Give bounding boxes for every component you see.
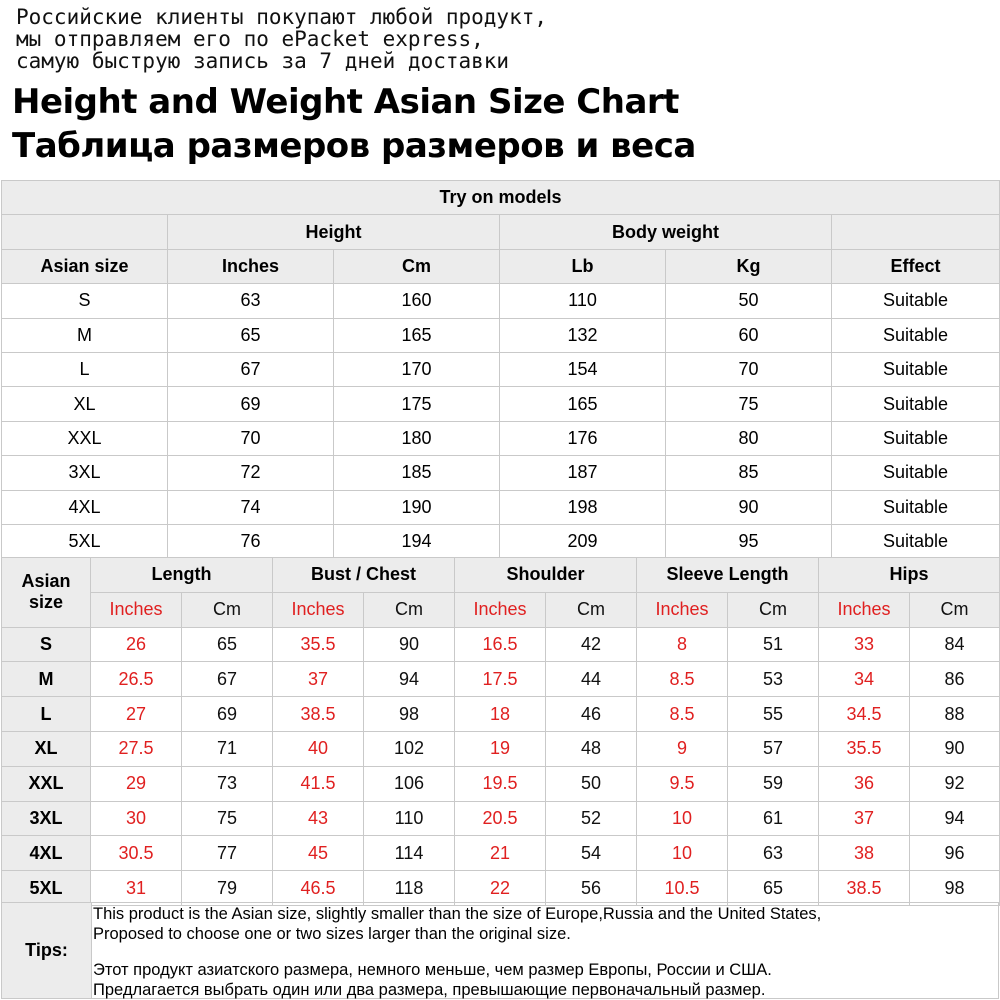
cm-cell: 86	[910, 662, 1000, 697]
table-cell: Suitable	[832, 318, 1000, 352]
table-body	[2, 284, 1000, 559]
inches-cell: 38.5	[819, 871, 910, 906]
table-cell: Suitable	[832, 352, 1000, 386]
tips-line: Proposed to choose one or two sizes larger than the original size.	[93, 925, 571, 943]
cm-cell: 69	[182, 697, 273, 732]
unit-header-cm: Cm	[546, 592, 637, 627]
size-cell: 5XL	[2, 871, 91, 906]
table-row	[2, 387, 1000, 421]
inches-cell: 21	[455, 836, 546, 871]
table-row	[2, 697, 1000, 732]
size-cell: S	[2, 284, 168, 318]
inches-cell: 35.5	[273, 627, 364, 662]
inches-cell: 34.5	[819, 697, 910, 732]
inches-cell: 40	[273, 731, 364, 766]
cm-cell: 118	[364, 871, 455, 906]
table-row	[2, 627, 1000, 662]
unit-header-inches: Inches	[91, 592, 182, 627]
inches-cell: 19.5	[455, 766, 546, 801]
group-header-height: Height	[168, 215, 500, 249]
inches-cell: 38.5	[273, 697, 364, 732]
column-header: Asian size	[2, 249, 168, 283]
asian-size-header	[2, 558, 91, 628]
inches-cell: 27.5	[91, 731, 182, 766]
group-header-length: Length	[91, 558, 273, 593]
table-cell: 69	[168, 387, 334, 421]
table-cell: 190	[334, 490, 500, 524]
tips-line: This product is the Asian size, slightly smaller than the size of Europe,Russia and the United States,	[93, 905, 822, 923]
inches-cell: 10.5	[637, 871, 728, 906]
unit-header-cm: Cm	[182, 592, 273, 627]
inches-cell: 37	[273, 662, 364, 697]
cm-cell: 42	[546, 627, 637, 662]
inches-cell: 33	[819, 627, 910, 662]
table-cell: 75	[666, 387, 832, 421]
tips-line: Предлагается выбрать один или два размера, превышающие первоначальный размер.	[93, 981, 766, 999]
cm-cell: 65	[728, 871, 819, 906]
inches-cell: 38	[819, 836, 910, 871]
table-cell: 176	[500, 421, 666, 455]
inches-cell: 17.5	[455, 662, 546, 697]
inches-cell: 26	[91, 627, 182, 662]
table-cell: 198	[500, 490, 666, 524]
inches-cell: 37	[819, 801, 910, 836]
size-cell: XL	[2, 731, 91, 766]
cm-cell: 53	[728, 662, 819, 697]
size-cell: M	[2, 318, 168, 352]
cm-cell: 71	[182, 731, 273, 766]
unit-header-inches: Inches	[637, 592, 728, 627]
inches-cell: 9	[637, 731, 728, 766]
table-cell: 65	[168, 318, 334, 352]
table-cell: 132	[500, 318, 666, 352]
inches-cell: 22	[455, 871, 546, 906]
size-cell: 4XL	[2, 836, 91, 871]
size-cell: XXL	[2, 766, 91, 801]
cm-cell: 75	[182, 801, 273, 836]
inches-cell: 30.5	[91, 836, 182, 871]
inches-cell: 36	[819, 766, 910, 801]
table-row	[2, 801, 1000, 836]
intro-line: Российские клиенты покупают любой продукт,	[16, 5, 548, 29]
inches-cell: 26.5	[91, 662, 182, 697]
cm-cell: 73	[182, 766, 273, 801]
inches-cell: 8	[637, 627, 728, 662]
table-row	[2, 456, 1000, 490]
table-body	[2, 627, 1000, 905]
table-cell: Suitable	[832, 456, 1000, 490]
table-cell: 80	[666, 421, 832, 455]
column-header: Inches	[168, 249, 334, 283]
inches-cell: 10	[637, 801, 728, 836]
cm-cell: 63	[728, 836, 819, 871]
column-header: Cm	[334, 249, 500, 283]
cm-cell: 77	[182, 836, 273, 871]
table-cell: 185	[334, 456, 500, 490]
table-cell: 70	[666, 352, 832, 386]
size-cell: M	[2, 662, 91, 697]
table-cell: 95	[666, 524, 832, 558]
table-cell: Suitable	[832, 524, 1000, 558]
table-cell: Suitable	[832, 284, 1000, 318]
table-cell: 67	[168, 352, 334, 386]
intro-line: самую быструю запись за 7 дней доставки	[16, 49, 510, 73]
size-cell: XXL	[2, 421, 168, 455]
header-blank	[2, 215, 168, 249]
intro-text	[16, 6, 547, 72]
asian-size-header-line: size	[28, 592, 64, 613]
cm-cell: 67	[182, 662, 273, 697]
table-row	[2, 352, 1000, 386]
table-cell: 175	[334, 387, 500, 421]
cm-cell: 98	[364, 697, 455, 732]
inches-cell: 43	[273, 801, 364, 836]
table-cell: 60	[666, 318, 832, 352]
cm-cell: 88	[910, 697, 1000, 732]
table-cell: 110	[500, 284, 666, 318]
table-cell: 70	[168, 421, 334, 455]
cm-cell: 110	[364, 801, 455, 836]
cm-cell: 57	[728, 731, 819, 766]
group-header-bust-chest: Bust / Chest	[273, 558, 455, 593]
table-row	[2, 836, 1000, 871]
size-cell: 5XL	[2, 524, 168, 558]
cm-cell: 52	[546, 801, 637, 836]
inches-cell: 31	[91, 871, 182, 906]
tips-text	[93, 904, 821, 1000]
tips-label: Tips:	[2, 903, 92, 998]
column-header: Kg	[666, 249, 832, 283]
inches-cell: 19	[455, 731, 546, 766]
table-cell: 180	[334, 421, 500, 455]
cm-cell: 96	[910, 836, 1000, 871]
size-cell: S	[2, 627, 91, 662]
table-cell: 160	[334, 284, 500, 318]
inches-cell: 9.5	[637, 766, 728, 801]
cm-cell: 114	[364, 836, 455, 871]
cm-cell: 56	[546, 871, 637, 906]
group-header-hips: Hips	[819, 558, 1000, 593]
unit-header-inches: Inches	[455, 592, 546, 627]
inches-cell: 30	[91, 801, 182, 836]
inches-cell: 41.5	[273, 766, 364, 801]
table-cell: 165	[334, 318, 500, 352]
page-title-russian: Таблица размеров размеров и веса	[12, 126, 696, 166]
cm-cell: 90	[910, 731, 1000, 766]
unit-header-cm: Cm	[728, 592, 819, 627]
table-row	[2, 421, 1000, 455]
unit-header-row	[2, 592, 1000, 627]
size-cell: L	[2, 352, 168, 386]
cm-cell: 54	[546, 836, 637, 871]
intro-line: мы отправляем его по ePacket express,	[16, 27, 484, 51]
table-cell: 170	[334, 352, 500, 386]
table-cell: 74	[168, 490, 334, 524]
table-cell: 72	[168, 456, 334, 490]
cm-cell: 50	[546, 766, 637, 801]
column-header-row	[2, 249, 1000, 283]
tips-line: Этот продукт азиатского размера, немного меньше, чем размер Европы, России и США.	[93, 961, 772, 979]
table-cell: 154	[500, 352, 666, 386]
unit-header-inches: Inches	[273, 592, 364, 627]
inches-cell: 45	[273, 836, 364, 871]
table-caption: Try on models	[2, 181, 1000, 215]
table-cell: Suitable	[832, 387, 1000, 421]
inches-cell: 34	[819, 662, 910, 697]
inches-cell: 35.5	[819, 731, 910, 766]
table-cell: 165	[500, 387, 666, 421]
cm-cell: 102	[364, 731, 455, 766]
inches-cell: 8.5	[637, 697, 728, 732]
inches-cell: 16.5	[455, 627, 546, 662]
cm-cell: 79	[182, 871, 273, 906]
table-cell: 194	[334, 524, 500, 558]
tips-box	[1, 902, 999, 999]
table-cell: 187	[500, 456, 666, 490]
inches-cell: 29	[91, 766, 182, 801]
table-row	[2, 871, 1000, 906]
page-title-english: Height and Weight Asian Size Chart	[12, 82, 679, 122]
unit-header-cm: Cm	[910, 592, 1000, 627]
size-cell: 4XL	[2, 490, 168, 524]
cm-cell: 106	[364, 766, 455, 801]
cm-cell: 92	[910, 766, 1000, 801]
inches-cell: 8.5	[637, 662, 728, 697]
column-header: Lb	[500, 249, 666, 283]
cm-cell: 65	[182, 627, 273, 662]
group-header-shoulder: Shoulder	[455, 558, 637, 593]
inches-cell: 27	[91, 697, 182, 732]
table-cell: 209	[500, 524, 666, 558]
height-weight-table	[1, 180, 1000, 559]
cm-cell: 55	[728, 697, 819, 732]
cm-cell: 61	[728, 801, 819, 836]
cm-cell: 44	[546, 662, 637, 697]
cm-cell: 51	[728, 627, 819, 662]
table-row	[2, 766, 1000, 801]
inches-cell: 18	[455, 697, 546, 732]
cm-cell: 98	[910, 871, 1000, 906]
size-cell: XL	[2, 387, 168, 421]
measurements-table	[1, 557, 1000, 906]
cm-cell: 94	[364, 662, 455, 697]
table-row	[2, 318, 1000, 352]
table-row	[2, 284, 1000, 318]
asian-size-header-line: Asian	[21, 571, 71, 592]
cm-cell: 59	[728, 766, 819, 801]
header-blank	[832, 215, 1000, 249]
group-header-sleeve-length: Sleeve Length	[637, 558, 819, 593]
cm-cell: 46	[546, 697, 637, 732]
inches-cell: 10	[637, 836, 728, 871]
cm-cell: 84	[910, 627, 1000, 662]
inches-cell: 46.5	[273, 871, 364, 906]
table-cell: 63	[168, 284, 334, 318]
cm-cell: 94	[910, 801, 1000, 836]
size-cell: 3XL	[2, 801, 91, 836]
table-row	[2, 490, 1000, 524]
size-cell: L	[2, 697, 91, 732]
group-header-body-weight: Body weight	[500, 215, 832, 249]
table-cell: Suitable	[832, 421, 1000, 455]
table-cell: 90	[666, 490, 832, 524]
table-row	[2, 524, 1000, 558]
inches-cell: 20.5	[455, 801, 546, 836]
table-row	[2, 731, 1000, 766]
unit-header-inches: Inches	[819, 592, 910, 627]
table-cell: Suitable	[832, 490, 1000, 524]
cm-cell: 90	[364, 627, 455, 662]
size-cell: 3XL	[2, 456, 168, 490]
unit-header-cm: Cm	[364, 592, 455, 627]
table-cell: 50	[666, 284, 832, 318]
column-header: Effect	[832, 249, 1000, 283]
table-cell: 76	[168, 524, 334, 558]
cm-cell: 48	[546, 731, 637, 766]
table-cell: 85	[666, 456, 832, 490]
table-row	[2, 662, 1000, 697]
